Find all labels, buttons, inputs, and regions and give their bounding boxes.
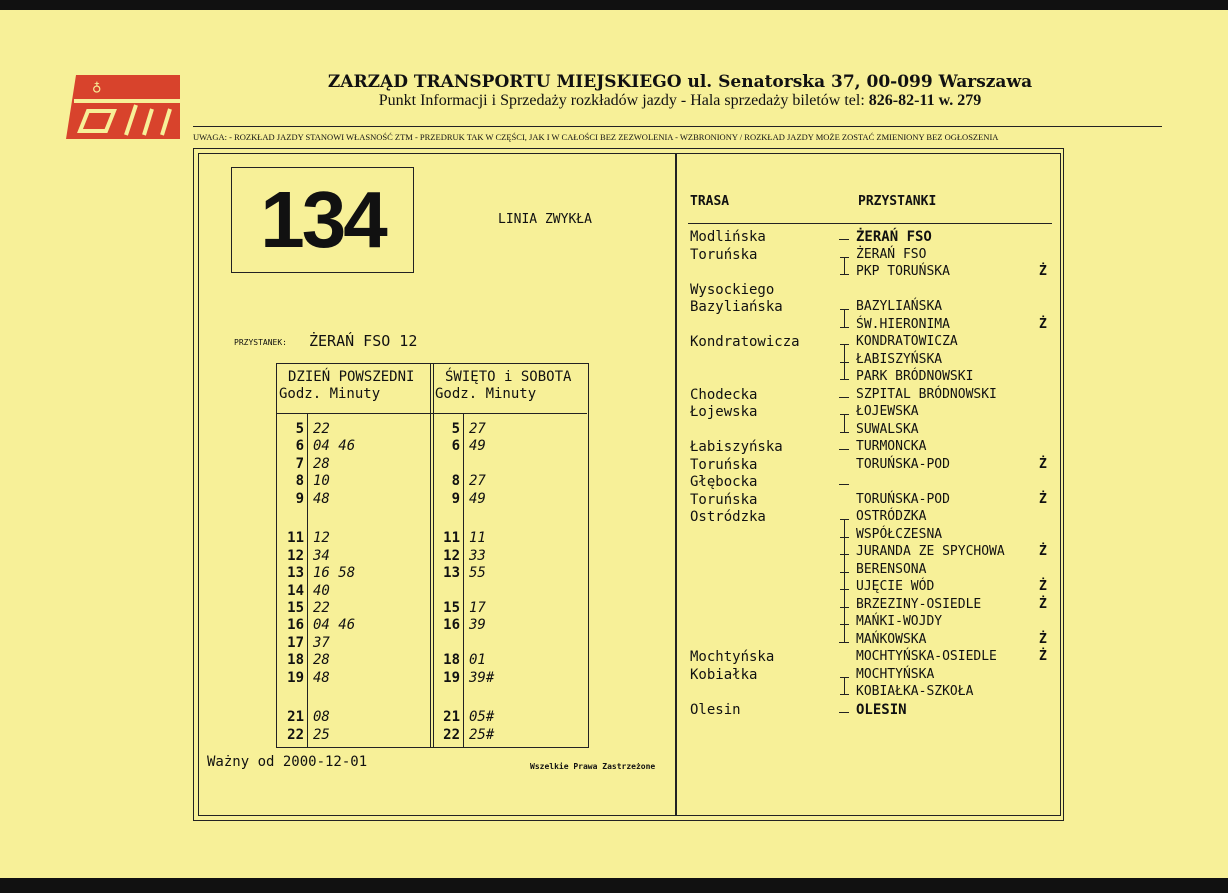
line-number: 134 [231,167,414,273]
departure-hour: 13 [287,565,304,581]
stop-group-tick [840,344,849,345]
timetable-header-rule [276,413,587,414]
route-stop: MAŃKOWSKA [856,632,927,647]
departure-hour: 11 [287,530,304,546]
departure-hour: 8 [451,473,460,489]
departure-minutes: 04 46 [313,438,356,454]
holiday-subtitle: Godz. Minuty [435,386,537,402]
departure-minutes: 10 [313,473,330,489]
route-column-header: TRASA [690,194,730,209]
departure-minutes: 33 [469,548,486,564]
ztm-logo [66,75,180,139]
departure-minutes: 08 [313,709,330,725]
departure-minutes: 01 [469,652,486,668]
stop-group-connector [844,309,845,327]
stop-group-tick [840,257,849,258]
route-header-rule [688,223,1052,224]
route-stop: ŁOJEWSKA [856,404,919,419]
departure-minutes: 39 [469,617,486,633]
stop-group-connector [844,677,845,694]
route-stop: ŻERAŃ FSO [856,247,927,262]
departure-hour: 19 [443,670,460,686]
route-stop: PARK BRÓDNOWSKI [856,369,974,384]
weekday-hour-rule [307,413,308,747]
route-stop: OLESIN [856,702,907,718]
departure-minutes: 55 [469,565,486,581]
route-stop: MOCHTYŃSKA-OSIEDLE [856,649,997,664]
request-stop-mark: Ż [1039,544,1047,559]
request-stop-mark: Ż [1039,317,1047,332]
departure-minutes: 12 [313,530,330,546]
single-stop-dash [839,712,849,713]
route-street: Wysockiego [690,282,775,298]
departure-hour: 17 [287,635,304,651]
copyright-warning: UWAGA: - ROZKŁAD JAZDY STANOWI WŁASNOŚĆ ZTM - PRZEDRUK TAK W CZĘŚCI, JAK I W CAŁOŚCI BEZ ZEZWOLENIA - WZBRONIONY / ROZKŁAD JAZDY MOŻE ZOSTAĆ ZMIENIONY BEZ OGŁOSZENIA [193,132,999,142]
stop-group-tick [840,589,849,590]
route-stop: ŁABISZYŃSKA [856,352,943,367]
departure-minutes: 11 [469,530,486,546]
route-street: Łojewska [690,404,758,420]
departure-minutes: 16 58 [313,565,356,581]
route-street: Łabiszyńska [690,439,783,455]
departure-hour: 5 [295,421,304,437]
departure-hour: 5 [451,421,460,437]
departure-minutes: 49 [469,491,486,507]
single-stop-dash [839,239,849,240]
stop-group-tick [840,327,849,328]
departure-hour: 12 [287,548,304,564]
stop-group-tick [840,694,849,695]
departure-minutes: 28 [313,456,330,472]
route-street: Kobiałka [690,667,758,683]
departure-hour: 18 [443,652,460,668]
stop-group-tick [840,677,849,678]
route-stop: BERENSONA [856,562,927,577]
departure-minutes: 37 [313,635,330,651]
departure-hour: 13 [443,565,460,581]
departure-hour: 15 [443,600,460,616]
timetable-column-rule [430,363,431,747]
departure-hour: 18 [287,652,304,668]
weekday-title: DZIEŃ POWSZEDNI [288,369,415,385]
route-stop: KONDRATOWICZA [856,334,958,349]
route-street: Głębocka [690,474,758,490]
line-type: LINIA ZWYKŁA [498,212,592,227]
departure-minutes: 25 [313,727,330,743]
route-street: Olesin [690,702,741,718]
single-stop-dash [839,397,849,398]
route-stop: MAŃKI-WOJDY [856,614,943,629]
route-stop: TORUŃSKA-POD [856,492,950,507]
departure-minutes: 22 [313,421,330,437]
stop-group-connector [844,414,845,432]
route-stop: OSTRÓDZKA [856,509,927,524]
route-street: Mochtyńska [690,649,775,665]
stop-group-tick [840,379,849,380]
departure-hour: 6 [451,438,460,454]
stop-group-connector [844,257,845,274]
departure-hour: 9 [295,491,304,507]
route-stop: TORUŃSKA-POD [856,457,950,472]
route-stop: JURANDA ZE SPYCHOWA [856,544,1005,559]
route-street: Kondratowicza [690,334,800,350]
authority-name: ZARZĄD TRANSPORTU MIEJSKIEGO ul. Senatorska 37, 00-099 Warszawa [327,72,1033,92]
request-stop-mark: Ż [1039,649,1047,664]
stop-group-tick [840,537,849,538]
departure-minutes: 27 [469,473,486,489]
request-stop-mark: Ż [1039,597,1047,612]
request-stop-mark: Ż [1039,264,1047,279]
route-stop: SZPITAL BRÓDNOWSKI [856,387,997,402]
route-street: Toruńska [690,457,758,473]
stop-group-tick [840,519,849,520]
departure-hour: 9 [451,491,460,507]
departure-hour: 21 [443,709,460,725]
route-stop: PKP TORUŃSKA [856,264,950,279]
departure-minutes: 34 [313,548,330,564]
info-line [180,92,1180,110]
departure-minutes: 22 [313,600,330,616]
departure-hour: 22 [287,727,304,743]
route-stop: WSPÓŁCZESNA [856,527,943,542]
departure-hour: 12 [443,548,460,564]
departure-hour: 11 [443,530,460,546]
departure-hour: 8 [295,473,304,489]
stops-column-header: PRZYSTANKI [858,194,937,209]
route-stop: ŻERAŃ FSO [856,229,932,245]
departure-minutes: 27 [469,421,486,437]
route-street: Toruńska [690,247,758,263]
stop-group-tick [840,414,849,415]
departure-minutes: 48 [313,491,330,507]
departure-minutes: 28 [313,652,330,668]
info-phone: 826-82-11 w. 279 [868,92,982,109]
route-stop: TURMONCKA [856,439,927,454]
departure-hour: 21 [287,709,304,725]
stop-group-tick [840,274,849,275]
rights-reserved: Wszelkie Prawa Zastrzeżone [530,762,656,771]
route-stop: UJĘCIE WÓD [856,579,935,594]
route-street: Toruńska [690,492,758,508]
departure-minutes: 25# [469,727,495,743]
stop-group-tick [840,624,849,625]
stop-group-tick [840,607,849,608]
departure-hour: 6 [295,438,304,454]
info-text: Punkt Informacji i Sprzedaży rozkładów jazdy - Hala sprzedaży biletów tel: [378,92,869,109]
departure-minutes: 39# [469,670,495,686]
stop-group-tick [840,572,849,573]
svg-text:♁: ♁ [92,80,102,95]
panel-divider [675,153,677,816]
departure-minutes: 05# [469,709,495,725]
departure-hour: 14 [287,583,304,599]
departure-minutes: 40 [313,583,330,599]
departure-hour: 16 [287,617,304,633]
route-stop: ŚW.HIERONIMA [856,317,950,332]
request-stop-mark: Ż [1039,579,1047,594]
route-street: Chodecka [690,387,758,403]
holiday-hour-rule [463,413,464,747]
stop-group-tick [840,642,849,643]
stop-group-tick [840,309,849,310]
departure-minutes: 04 46 [313,617,356,633]
request-stop-mark: Ż [1039,457,1047,472]
departure-minutes: 49 [469,438,486,454]
departure-hour: 16 [443,617,460,633]
single-stop-dash [839,449,849,450]
timetable-column-rule [433,363,434,747]
departure-minutes: 48 [313,670,330,686]
route-stop: BAZYLIAŃSKA [856,299,943,314]
departure-hour: 15 [287,600,304,616]
departure-hour: 22 [443,727,460,743]
departure-minutes: 17 [469,600,486,616]
holiday-title: ŚWIĘTO i SOBOTA [445,369,572,385]
stop-group-tick [840,554,849,555]
stop-group-tick [840,362,849,363]
route-street: Bazyliańska [690,299,783,315]
single-stop-dash [839,484,849,485]
route-street: Ostródzka [690,509,766,525]
weekday-subtitle: Godz. Minuty [279,386,381,402]
request-stop-mark: Ż [1039,492,1047,507]
departure-hour: 19 [287,670,304,686]
stop-name: ŻERAŃ FSO 12 [309,332,418,350]
header-rule [193,126,1162,127]
valid-from: Ważny od 2000-12-01 [207,754,368,770]
route-stop: MOCHTYŃSKA [856,667,935,682]
route-stop: SUWALSKA [856,422,919,437]
stop-label: PRZYSTANEK: [234,338,287,347]
route-stop: BRZEZINY-OSIEDLE [856,597,982,612]
departure-hour: 7 [295,456,304,472]
route-stop: KOBIAŁKA-SZKOŁA [856,684,974,699]
route-street: Modlińska [690,229,766,245]
stop-group-tick [840,432,849,433]
request-stop-mark: Ż [1039,632,1047,647]
